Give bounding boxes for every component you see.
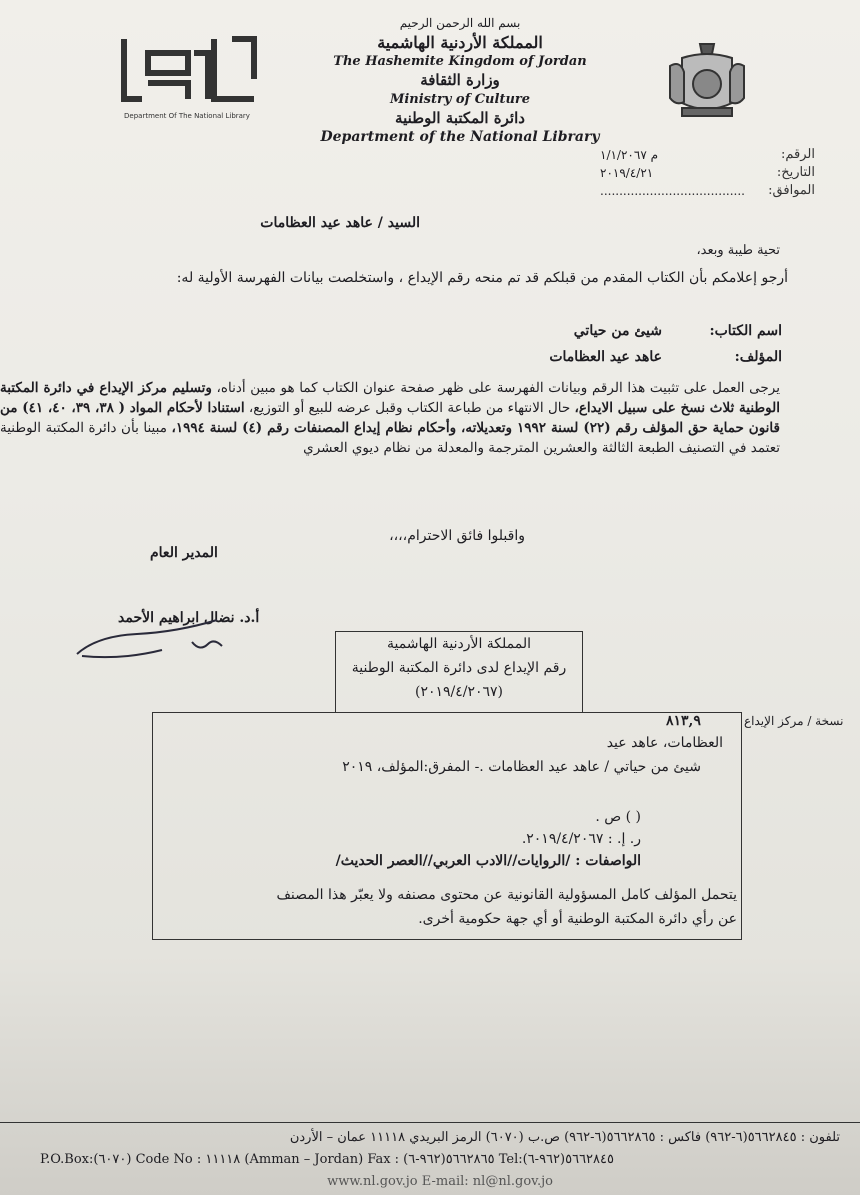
paragraph-notification: أرجو إعلامكم بأن الكتاب المقدم من قبلكم قد تم منحه رقم الإيداع ، واستخلصت بيانات الفهرسة الأولية له:	[176, 270, 788, 286]
greeting: تحية طيبة وبعد،	[696, 243, 780, 258]
footer-contact-ar: تلفون : ٥٦٦٢٨٤٥(٦-٩٦٢) فاكس : ٥٦٦٢٨٦٥(٦-٩٦٢) ص.ب (٦٠٧٠) الرمز البريدي ١١١١٨ عمان – الأردن	[289, 1130, 840, 1145]
cip-class-number: ٨١٣,٩	[666, 713, 701, 729]
cip-disclaimer-line2: عن رأي دائرة المكتبة الوطنية أو أي جهة حكومية أخرى.	[418, 911, 737, 927]
footer	[40, 1127, 840, 1193]
author-value: عاهد عيد العظامات	[549, 349, 662, 365]
reference-corresponding-label: الموافق:	[768, 183, 815, 198]
book-title-label: اسم الكتاب:	[709, 323, 782, 339]
footer-contact-en: P.O.Box:(٦٠٧٠) Code No : ١١١١٨ (Amman – Jordan) Fax : (٩٦٢-٦)٥٦٦٢٨٦٥ Tel:(٩٦٢-٦)٥٦٦٢٨٤٥	[40, 1152, 614, 1167]
closing: واقبلوا فائق الاحترام،،،،	[389, 528, 525, 544]
cip-card	[152, 712, 742, 940]
cip-side-label: نسخة / مركز الإيداع	[744, 714, 844, 728]
department-name-ar: دائرة المكتبة الوطنية	[395, 109, 525, 127]
director-title: المدير العام	[150, 545, 218, 561]
national-library-logo	[112, 33, 262, 123]
letterhead	[300, 14, 620, 147]
paragraph-instructions-bold1: وتسليم مركز الإيداع في دائرة المكتبة الوطنية ثلاث نسخ على سبيل الايداع،	[0, 380, 780, 416]
jordan-coat-of-arms-icon	[662, 36, 752, 126]
kingdom-name-en: The Hashemite Kingdom of Jordan	[333, 54, 587, 69]
cip-deposit-number: ر. إ. : ٢٠١٩/٤/٢٠٦٧.	[521, 831, 641, 847]
cip-descriptors: الواصفات : /الروايات//الادب العربي//العصر الحديث/	[335, 853, 641, 869]
department-name-en: Department of the National Library	[320, 129, 600, 145]
library-logo-caption: Department Of The National Library	[124, 112, 250, 120]
ministry-name-ar: وزارة الثقافة	[420, 71, 500, 89]
reference-number-value: م ١/١/٢٠٦٧	[600, 148, 659, 162]
cip-disclaimer-line1: يتحمل المؤلف كامل المسؤولية القانونية عن محتوى مصنفه ولا يعبّر هذا المصنف	[276, 887, 737, 903]
stamp-line-kingdom: المملكة الأردنية الهاشمية	[386, 636, 532, 652]
stamp-line-number: (٢٠١٩/٤/٢٠٦٧)	[414, 684, 504, 700]
book-title-value: شيئ من حياتي	[573, 323, 662, 339]
paragraph-instructions-bold2: استنادا لأحكام المواد ( ٣٨، ٣٩، ٤٠، ٤١) من قانون حماية حق المؤلف رقم (٢٢) لسنة ١٩٩٢ وتعديلاته، وأحكام نظام إيداع المصنفات رقم (٤) لسنة ١٩٩٤،	[0, 400, 780, 436]
handwritten-signature	[72, 612, 252, 672]
cip-pages: ( ) ص .	[595, 809, 641, 825]
author-label: المؤلف:	[734, 349, 782, 365]
paragraph-instructions-part3: مبينا بأن دائرة المكتبة الوطنية تعتمد في التصنيف الطبعة الثالثة والعشرين المترجمة والمعدلة من نظام ديوي العشري	[0, 420, 780, 456]
basmala: بسم الله الرحمن الرحيم	[399, 16, 521, 30]
footer-divider	[0, 1122, 860, 1123]
book-info	[482, 318, 782, 370]
cip-title-line: شيئ من حياتي / عاهد عيد العظامات .- المفرق:المؤلف، ٢٠١٩	[342, 759, 701, 775]
reference-date-label: التاريخ:	[776, 165, 815, 180]
recipient: السيد / عاهد عيد العظامات	[260, 215, 420, 231]
signer-name: أ.د. نضال ابراهيم الأحمد	[118, 610, 260, 626]
stamp-line-deposit: رقم الإيداع لدى دائرة المكتبة الوطنية	[351, 660, 567, 676]
kingdom-name-ar: المملكة الأردنية الهاشمية	[377, 33, 543, 52]
paragraph-instructions-part1: يرجى العمل على تثبيت هذا الرقم وبيانات الفهرسة على ظهر صفحة عنوان الكتاب كما هو مبين أدناه،	[211, 380, 780, 396]
reference-date-value: ٢٠١٩/٤/٢١	[600, 166, 654, 180]
reference-block	[600, 146, 815, 200]
paragraph-instructions-part2: حال الانتهاء من طباعة الكتاب وقبل عرضه للبيع أو التوزيع،	[244, 400, 575, 416]
reference-corresponding-value: ......................................	[600, 184, 745, 198]
deposit-stamp	[335, 631, 583, 713]
paragraph-instructions	[0, 378, 780, 458]
footer-web: www.nl.gov.jo E-mail: nl@nl.gov.jo	[327, 1174, 553, 1189]
reference-number-label: الرقم:	[781, 147, 815, 162]
ministry-name-en: Ministry of Culture	[389, 92, 531, 107]
cip-main-entry: العظامات، عاهد عيد	[606, 735, 723, 751]
